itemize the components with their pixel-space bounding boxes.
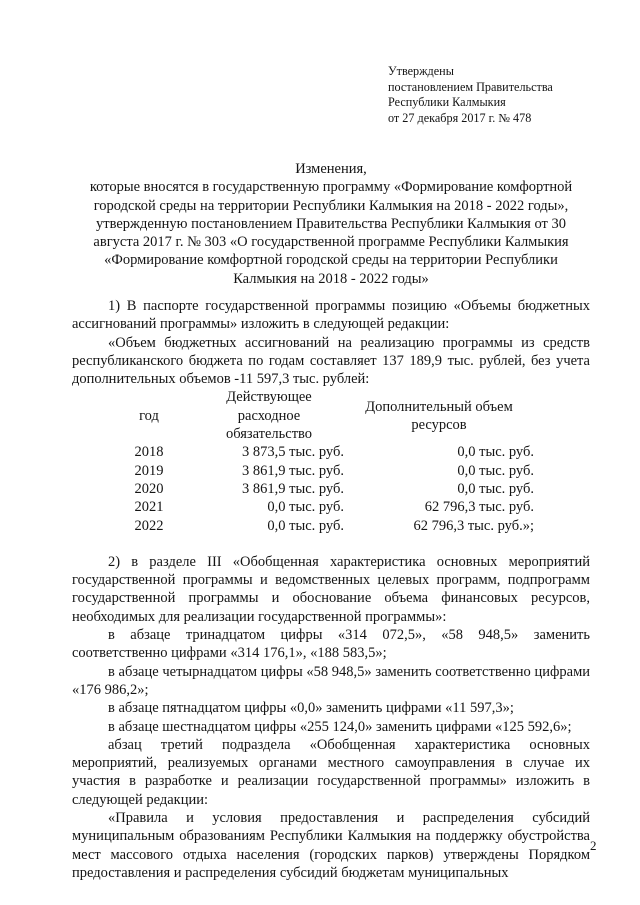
table-row: [104, 462, 534, 480]
paragraph: 1) В паспорте государственной программы позицию «Объемы бюджетных ассигнований программы» изложить в следующей редакции:: [72, 298, 590, 333]
title-heading: Изменения,: [295, 161, 367, 177]
budget-table: [104, 388, 534, 534]
cell-year: 2018: [134, 444, 164, 461]
header-additional: Дополнительный объем ресурсов: [365, 398, 513, 433]
document-body: [72, 297, 590, 882]
paragraph: «Правила и условия предоставления и распределения субсидий муниципальным образованиям Республики Калмыкия на поддержку обустройства мест массового отдыха населения (городских парков) утверждены Порядком предоставления и распределения субсидий бюджетам муниципальных: [72, 810, 590, 881]
cell-current: 3 861,9 тыс. руб.: [241, 462, 344, 479]
paragraph: «Объем бюджетных ассигнований на реализацию программы из средств республиканского бюджета по годам составляет 137 189,9 тыс. рублей, без учета дополнительных объемов -11 597,3 тыс. рублей:: [72, 334, 590, 388]
cell-year: 2019: [134, 462, 164, 479]
cell-additional: 62 796,3 тыс. руб.: [424, 499, 534, 516]
table-row: [104, 443, 534, 461]
cell-year: 2021: [134, 499, 164, 516]
cell-current: 3 873,5 тыс. руб.: [241, 444, 344, 461]
approval-line: от 27 декабря 2017 г. № 478: [388, 110, 532, 125]
approval-line: Утверждены: [388, 64, 454, 78]
header-current: Действующее расходное обязательство: [225, 389, 313, 443]
title-text: которые вносятся в государственную программу «Формирование комфортной городской среды на территории Республики Калмыкия на 2018 - 2022 годы», утвержденную постановлением Правительства Республики Калмыкия от 30 августа 2017 г. № 303 «О государственной программе Республики Калмыкия «Формирование комфортной городской среды на территории Республики Калмыкия на 2018 - 2022 годы»: [89, 179, 573, 287]
paragraph: в абзаце шестнадцатом цифры «255 124,0» заменить цифрами «125 592,6»;: [108, 718, 572, 735]
table-row: [104, 498, 534, 516]
paragraph: 2) в разделе III «Обобщенная характеристика основных мероприятий государственной программы и ведомственных целевых программ, подпрограмм государственной программы и обоснование объема финансовых ресурсов, необходимых для реализации государственной программы»:: [72, 553, 590, 625]
cell-year: 2022: [134, 517, 164, 534]
paragraph: в абзаце четырнадцатом цифры «58 948,5» заменить соответственно цифрами «176 986,2»;: [72, 663, 590, 698]
paragraph: в абзаце тринадцатом цифры «314 072,5», «58 948,5» заменить соответственно цифрами «314 176,1», «188 583,5»;: [72, 627, 590, 662]
approval-line: постановлением Правительства: [388, 79, 553, 94]
cell-current: 0,0 тыс. руб.: [267, 517, 344, 534]
cell-additional: 0,0 тыс. руб.: [457, 480, 534, 497]
cell-additional: 0,0 тыс. руб.: [457, 444, 534, 461]
approval-stamp: [388, 64, 553, 126]
page-number: 2: [590, 838, 597, 853]
approval-line: Республики Калмыкия: [388, 95, 506, 109]
cell-year: 2020: [134, 480, 164, 497]
cell-current: 3 861,9 тыс. руб.: [241, 480, 344, 497]
table-row: [104, 480, 534, 498]
table-header-row: [104, 388, 534, 443]
cell-current: 0,0 тыс. руб.: [267, 499, 344, 516]
cell-additional: 62 796,3 тыс. руб.»;: [413, 517, 534, 534]
document-title: [72, 160, 590, 288]
table-row: [104, 517, 534, 535]
paragraph: абзац третий подраздела «Обобщенная характеристика основных мероприятий, реализуемых органами местного самоуправления в случае их участия в разработке и реализации государственной программы» изложить в следующей редакции:: [72, 736, 590, 808]
header-year: год: [139, 407, 159, 424]
paragraph: в абзаце пятнадцатом цифры «0,0» заменить цифрами «11 597,3»;: [108, 700, 514, 717]
cell-additional: 0,0 тыс. руб.: [457, 462, 534, 479]
